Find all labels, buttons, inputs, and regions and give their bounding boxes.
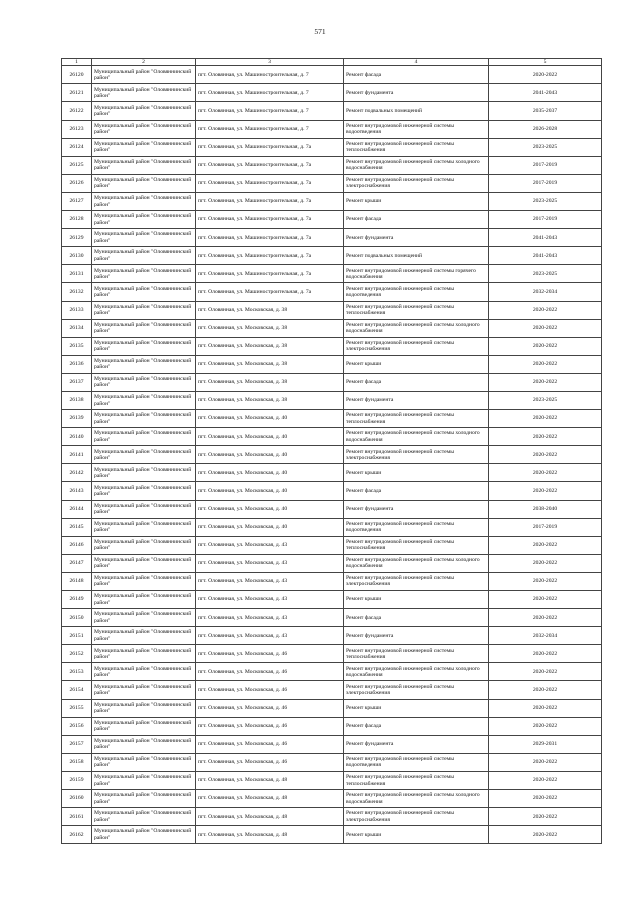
row-number-cell: 26162 xyxy=(62,826,92,844)
work-type-cell: Ремонт фасада xyxy=(344,717,489,735)
address-cell: пгт. Оловянная, ул. Машиностроительная, д. 7а xyxy=(196,156,344,174)
address-cell: пгт. Оловянная, ул. Московская, д. 38 xyxy=(196,301,344,319)
period-cell: 2041-2043 xyxy=(489,84,602,102)
address-cell: пгт. Оловянная, ул. Московская, д. 40 xyxy=(196,464,344,482)
row-number-cell: 26146 xyxy=(62,536,92,554)
work-type-cell: Ремонт внутридомовой инженерной системы водоотведения xyxy=(344,120,489,138)
municipality-cell: Муниципальный район "Оловяннинский район" xyxy=(92,591,196,609)
period-cell: 2020-2022 xyxy=(489,482,602,500)
municipality-cell: Муниципальный район "Оловяннинский район" xyxy=(92,120,196,138)
row-number-cell: 26120 xyxy=(62,66,92,84)
table-row xyxy=(62,211,602,229)
row-number-cell: 26151 xyxy=(62,627,92,645)
work-type-cell: Ремонт внутридомовой инженерной системы электроснабжения xyxy=(344,337,489,355)
municipality-cell: Муниципальный район "Оловяннинский район" xyxy=(92,373,196,391)
work-type-cell: Ремонт фундамента xyxy=(344,735,489,753)
address-cell: пгт. Оловянная, ул. Московская, д. 40 xyxy=(196,500,344,518)
table-row xyxy=(62,229,602,247)
period-cell: 2020-2022 xyxy=(489,808,602,826)
municipality-cell: Муниципальный район "Оловяннинский район" xyxy=(92,391,196,409)
address-cell: пгт. Оловянная, ул. Московская, д. 46 xyxy=(196,645,344,663)
table-row xyxy=(62,283,602,301)
period-cell: 2020-2022 xyxy=(489,446,602,464)
table-row xyxy=(62,554,602,572)
work-type-cell: Ремонт крыши xyxy=(344,826,489,844)
municipality-cell: Муниципальный район "Оловяннинский район" xyxy=(92,446,196,464)
period-cell: 2020-2022 xyxy=(489,645,602,663)
work-type-cell: Ремонт фундамента xyxy=(344,391,489,409)
row-number-cell: 26156 xyxy=(62,717,92,735)
address-cell: пгт. Оловянная, ул. Машиностроительная, д. 7а xyxy=(196,174,344,192)
municipality-cell: Муниципальный район "Оловяннинский район" xyxy=(92,645,196,663)
municipality-cell: Муниципальный район "Оловяннинский район" xyxy=(92,771,196,789)
work-type-cell: Ремонт внутридомовой инженерной системы холодного водоснабжения xyxy=(344,554,489,572)
row-number-cell: 26145 xyxy=(62,518,92,536)
table-row xyxy=(62,518,602,536)
municipality-cell: Муниципальный район "Оловяннинский район" xyxy=(92,699,196,717)
period-cell: 2032-2034 xyxy=(489,283,602,301)
address-cell: пгт. Оловянная, ул. Московская, д. 40 xyxy=(196,518,344,536)
work-type-cell: Ремонт крыши xyxy=(344,591,489,609)
work-type-cell: Ремонт внутридомовой инженерной системы теплоснабжения xyxy=(344,645,489,663)
period-cell: 2020-2022 xyxy=(489,373,602,391)
table-row xyxy=(62,536,602,554)
work-type-cell: Ремонт фасада xyxy=(344,66,489,84)
period-cell: 2017-2019 xyxy=(489,518,602,536)
table-row xyxy=(62,446,602,464)
work-type-cell: Ремонт внутридомовой инженерной системы электроснабжения xyxy=(344,681,489,699)
row-number-cell: 26160 xyxy=(62,790,92,808)
row-number-cell: 26138 xyxy=(62,391,92,409)
period-cell: 2020-2022 xyxy=(489,301,602,319)
period-cell: 2026-2028 xyxy=(489,120,602,138)
work-type-cell: Ремонт фундамента xyxy=(344,500,489,518)
table-row xyxy=(62,609,602,627)
period-cell: 2020-2022 xyxy=(489,699,602,717)
period-cell: 2020-2022 xyxy=(489,790,602,808)
work-type-cell: Ремонт крыши xyxy=(344,464,489,482)
table-row xyxy=(62,66,602,84)
address-cell: пгт. Оловянная, ул. Машиностроительная, д. 7 xyxy=(196,66,344,84)
table-row xyxy=(62,699,602,717)
address-cell: пгт. Оловянная, ул. Машиностроительная, д. 7а xyxy=(196,138,344,156)
address-cell: пгт. Оловянная, ул. Московская, д. 48 xyxy=(196,808,344,826)
table-row xyxy=(62,627,602,645)
address-cell: пгт. Оловянная, ул. Московская, д. 46 xyxy=(196,681,344,699)
address-cell: пгт. Оловянная, ул. Московская, д. 38 xyxy=(196,355,344,373)
row-number-cell: 26140 xyxy=(62,428,92,446)
register-table xyxy=(61,58,602,844)
work-type-cell: Ремонт крыши xyxy=(344,355,489,373)
work-type-cell: Ремонт внутридомовой инженерной системы теплоснабжения xyxy=(344,410,489,428)
row-number-cell: 26132 xyxy=(62,283,92,301)
municipality-cell: Муниципальный район "Оловяннинский район" xyxy=(92,265,196,283)
address-cell: пгт. Оловянная, ул. Московская, д. 48 xyxy=(196,790,344,808)
work-type-cell: Ремонт крыши xyxy=(344,699,489,717)
municipality-cell: Муниципальный район "Оловяннинский район" xyxy=(92,518,196,536)
period-cell: 2020-2022 xyxy=(489,681,602,699)
table-row xyxy=(62,174,602,192)
row-number-cell: 26134 xyxy=(62,319,92,337)
period-cell: 2017-2019 xyxy=(489,156,602,174)
period-cell: 2041-2043 xyxy=(489,229,602,247)
table-row xyxy=(62,753,602,771)
municipality-cell: Муниципальный район "Оловяннинский район" xyxy=(92,174,196,192)
work-type-cell: Ремонт внутридомовой инженерной системы электроснабжения xyxy=(344,446,489,464)
row-number-cell: 26152 xyxy=(62,645,92,663)
row-number-cell: 26121 xyxy=(62,84,92,102)
row-number-cell: 26153 xyxy=(62,663,92,681)
municipality-cell: Муниципальный район "Оловяннинский район" xyxy=(92,66,196,84)
table-row xyxy=(62,464,602,482)
municipality-cell: Муниципальный район "Оловяннинский район" xyxy=(92,192,196,210)
period-cell: 2035-2037 xyxy=(489,102,602,120)
municipality-cell: Муниципальный район "Оловяннинский район" xyxy=(92,428,196,446)
work-type-cell: Ремонт фасада xyxy=(344,373,489,391)
table-row xyxy=(62,771,602,789)
address-cell: пгт. Оловянная, ул. Московская, д. 48 xyxy=(196,771,344,789)
address-cell: пгт. Оловянная, ул. Московская, д. 43 xyxy=(196,572,344,590)
period-cell: 2020-2022 xyxy=(489,319,602,337)
table-row xyxy=(62,391,602,409)
row-number-cell: 26131 xyxy=(62,265,92,283)
table-row xyxy=(62,428,602,446)
table-row xyxy=(62,482,602,500)
address-cell: пгт. Оловянная, ул. Московская, д. 40 xyxy=(196,428,344,446)
row-number-cell: 26133 xyxy=(62,301,92,319)
work-type-cell: Ремонт фасада xyxy=(344,482,489,500)
municipality-cell: Муниципальный район "Оловяннинский район" xyxy=(92,609,196,627)
address-cell: пгт. Оловянная, ул. Московская, д. 43 xyxy=(196,609,344,627)
table-row xyxy=(62,138,602,156)
municipality-cell: Муниципальный район "Оловяннинский район" xyxy=(92,554,196,572)
period-cell: 2020-2022 xyxy=(489,717,602,735)
address-cell: пгт. Оловянная, ул. Московская, д. 43 xyxy=(196,554,344,572)
work-type-cell: Ремонт подвальных помещений xyxy=(344,247,489,265)
municipality-cell: Муниципальный район "Оловяннинский район" xyxy=(92,410,196,428)
row-number-cell: 26161 xyxy=(62,808,92,826)
row-number-cell: 26122 xyxy=(62,102,92,120)
period-cell: 2020-2022 xyxy=(489,410,602,428)
period-cell: 2020-2022 xyxy=(489,464,602,482)
table-row xyxy=(62,681,602,699)
row-number-cell: 26158 xyxy=(62,753,92,771)
table-row xyxy=(62,192,602,210)
work-type-cell: Ремонт внутридомовой инженерной системы теплоснабжения xyxy=(344,536,489,554)
address-cell: пгт. Оловянная, ул. Машиностроительная, д. 7а xyxy=(196,283,344,301)
table-row xyxy=(62,373,602,391)
municipality-cell: Муниципальный район "Оловяннинский район" xyxy=(92,337,196,355)
row-number-cell: 26154 xyxy=(62,681,92,699)
work-type-cell: Ремонт внутридомовой инженерной системы водоотведения xyxy=(344,753,489,771)
address-cell: пгт. Оловянная, ул. Московская, д. 48 xyxy=(196,826,344,844)
work-type-cell: Ремонт фундамента xyxy=(344,627,489,645)
table-body xyxy=(62,66,602,844)
work-type-cell: Ремонт фундамента xyxy=(344,84,489,102)
work-type-cell: Ремонт внутридомовой инженерной системы холодного водоснабжения xyxy=(344,156,489,174)
work-type-cell: Ремонт фундамента xyxy=(344,229,489,247)
period-cell: 2017-2019 xyxy=(489,174,602,192)
municipality-cell: Муниципальный район "Оловяннинский район" xyxy=(92,464,196,482)
municipality-cell: Муниципальный район "Оловяннинский район" xyxy=(92,229,196,247)
row-number-cell: 26127 xyxy=(62,192,92,210)
row-number-cell: 26157 xyxy=(62,735,92,753)
row-number-cell: 26124 xyxy=(62,138,92,156)
address-cell: пгт. Оловянная, ул. Московская, д. 40 xyxy=(196,446,344,464)
period-cell: 2020-2022 xyxy=(489,753,602,771)
row-number-cell: 26137 xyxy=(62,373,92,391)
municipality-cell: Муниципальный район "Оловяннинский район" xyxy=(92,102,196,120)
table-row xyxy=(62,337,602,355)
address-cell: пгт. Оловянная, ул. Московская, д. 43 xyxy=(196,591,344,609)
work-type-cell: Ремонт внутридомовой инженерной системы теплоснабжения xyxy=(344,138,489,156)
address-cell: пгт. Оловянная, ул. Машиностроительная, д. 7 xyxy=(196,84,344,102)
address-cell: пгт. Оловянная, ул. Московская, д. 46 xyxy=(196,663,344,681)
row-number-cell: 26130 xyxy=(62,247,92,265)
table-row xyxy=(62,808,602,826)
municipality-cell: Муниципальный район "Оловяннинский район" xyxy=(92,536,196,554)
address-cell: пгт. Оловянная, ул. Московская, д. 40 xyxy=(196,482,344,500)
work-type-cell: Ремонт внутридомовой инженерной системы теплоснабжения xyxy=(344,301,489,319)
work-type-cell: Ремонт внутридомовой инженерной системы холодного водоснабжения xyxy=(344,319,489,337)
table-row xyxy=(62,500,602,518)
municipality-cell: Муниципальный район "Оловяннинский район" xyxy=(92,211,196,229)
municipality-cell: Муниципальный район "Оловяннинский район" xyxy=(92,735,196,753)
municipality-cell: Муниципальный район "Оловяннинский район" xyxy=(92,156,196,174)
work-type-cell: Ремонт внутридомовой инженерной системы холодного водоснабжения xyxy=(344,790,489,808)
period-cell: 2023-2025 xyxy=(489,192,602,210)
column-header: 5 xyxy=(489,59,602,66)
period-cell: 2029-2031 xyxy=(489,735,602,753)
period-cell: 2023-2025 xyxy=(489,265,602,283)
period-cell: 2020-2022 xyxy=(489,591,602,609)
table-row xyxy=(62,826,602,844)
work-type-cell: Ремонт крыши xyxy=(344,192,489,210)
table-header-row xyxy=(62,59,602,66)
work-type-cell: Ремонт фасада xyxy=(344,211,489,229)
table-row xyxy=(62,84,602,102)
work-type-cell: Ремонт внутридомовой инженерной системы электроснабжения xyxy=(344,174,489,192)
column-header: 3 xyxy=(196,59,344,66)
table-row xyxy=(62,735,602,753)
address-cell: пгт. Оловянная, ул. Московская, д. 43 xyxy=(196,536,344,554)
table-row xyxy=(62,790,602,808)
period-cell: 2020-2022 xyxy=(489,572,602,590)
row-number-cell: 26142 xyxy=(62,464,92,482)
row-number-cell: 26135 xyxy=(62,337,92,355)
row-number-cell: 26141 xyxy=(62,446,92,464)
address-cell: пгт. Оловянная, ул. Московская, д. 38 xyxy=(196,337,344,355)
address-cell: пгт. Оловянная, ул. Машиностроительная, д. 7 xyxy=(196,120,344,138)
table-row xyxy=(62,301,602,319)
row-number-cell: 26136 xyxy=(62,355,92,373)
row-number-cell: 26139 xyxy=(62,410,92,428)
municipality-cell: Муниципальный район "Оловяннинский район" xyxy=(92,482,196,500)
table-row xyxy=(62,102,602,120)
municipality-cell: Муниципальный район "Оловяннинский район" xyxy=(92,753,196,771)
row-number-cell: 26125 xyxy=(62,156,92,174)
address-cell: пгт. Оловянная, ул. Московская, д. 46 xyxy=(196,753,344,771)
address-cell: пгт. Оловянная, ул. Московская, д. 38 xyxy=(196,391,344,409)
work-type-cell: Ремонт подвальных помещений xyxy=(344,102,489,120)
address-cell: пгт. Оловянная, ул. Московская, д. 46 xyxy=(196,699,344,717)
municipality-cell: Муниципальный район "Оловяннинский район" xyxy=(92,808,196,826)
work-type-cell: Ремонт внутридомовой инженерной системы холодного водоснабжения xyxy=(344,428,489,446)
municipality-cell: Муниципальный район "Оловяннинский район" xyxy=(92,247,196,265)
period-cell: 2020-2022 xyxy=(489,355,602,373)
municipality-cell: Муниципальный район "Оловяннинский район" xyxy=(92,572,196,590)
work-type-cell: Ремонт внутридомовой инженерной системы электроснабжения xyxy=(344,808,489,826)
period-cell: 2032-2034 xyxy=(489,627,602,645)
period-cell: 2038-2040 xyxy=(489,500,602,518)
column-header: 2 xyxy=(92,59,196,66)
table-row xyxy=(62,265,602,283)
period-cell: 2020-2022 xyxy=(489,771,602,789)
table-row xyxy=(62,410,602,428)
period-cell: 2023-2025 xyxy=(489,391,602,409)
address-cell: пгт. Оловянная, ул. Машиностроительная, д. 7а xyxy=(196,192,344,210)
table-row xyxy=(62,247,602,265)
work-type-cell: Ремонт внутридомовой инженерной системы водоотведения xyxy=(344,283,489,301)
period-cell: 2020-2022 xyxy=(489,337,602,355)
work-type-cell: Ремонт внутридомовой инженерной системы теплоснабжения xyxy=(344,771,489,789)
address-cell: пгт. Оловянная, ул. Московская, д. 46 xyxy=(196,735,344,753)
row-number-cell: 26147 xyxy=(62,554,92,572)
municipality-cell: Муниципальный район "Оловяннинский район" xyxy=(92,663,196,681)
row-number-cell: 26150 xyxy=(62,609,92,627)
column-header: 4 xyxy=(344,59,489,66)
table-row xyxy=(62,591,602,609)
row-number-cell: 26126 xyxy=(62,174,92,192)
municipality-cell: Муниципальный район "Оловяннинский район" xyxy=(92,790,196,808)
period-cell: 2041-2043 xyxy=(489,247,602,265)
table-row xyxy=(62,355,602,373)
work-type-cell: Ремонт внутридомовой инженерной системы горячего водоснабжения xyxy=(344,265,489,283)
municipality-cell: Муниципальный район "Оловяннинский район" xyxy=(92,84,196,102)
municipality-cell: Муниципальный район "Оловяннинский район" xyxy=(92,500,196,518)
row-number-cell: 26148 xyxy=(62,572,92,590)
period-cell: 2020-2022 xyxy=(489,609,602,627)
address-cell: пгт. Оловянная, ул. Машиностроительная, д. 7а xyxy=(196,247,344,265)
address-cell: пгт. Оловянная, ул. Машиностроительная, д. 7а xyxy=(196,265,344,283)
row-number-cell: 26129 xyxy=(62,229,92,247)
address-cell: пгт. Оловянная, ул. Московская, д. 46 xyxy=(196,717,344,735)
page-number: 571 xyxy=(314,27,326,36)
table-row xyxy=(62,319,602,337)
address-cell: пгт. Оловянная, ул. Машиностроительная, д. 7а xyxy=(196,229,344,247)
table-row xyxy=(62,663,602,681)
work-type-cell: Ремонт внутридомовой инженерной системы водоотведения xyxy=(344,518,489,536)
municipality-cell: Муниципальный район "Оловяннинский район" xyxy=(92,627,196,645)
address-cell: пгт. Оловянная, ул. Машиностроительная, д. 7 xyxy=(196,102,344,120)
period-cell: 2020-2022 xyxy=(489,826,602,844)
table-row xyxy=(62,645,602,663)
address-cell: пгт. Оловянная, ул. Московская, д. 43 xyxy=(196,627,344,645)
municipality-cell: Муниципальный район "Оловяннинский район" xyxy=(92,138,196,156)
municipality-cell: Муниципальный район "Оловяннинский район" xyxy=(92,301,196,319)
period-cell: 2020-2022 xyxy=(489,428,602,446)
work-type-cell: Ремонт внутридомовой инженерной системы холодного водоснабжения xyxy=(344,663,489,681)
row-number-cell: 26128 xyxy=(62,211,92,229)
period-cell: 2020-2022 xyxy=(489,663,602,681)
row-number-cell: 26155 xyxy=(62,699,92,717)
table-row xyxy=(62,156,602,174)
period-cell: 2020-2022 xyxy=(489,66,602,84)
period-cell: 2017-2019 xyxy=(489,211,602,229)
period-cell: 2023-2025 xyxy=(489,138,602,156)
table-row xyxy=(62,120,602,138)
work-type-cell: Ремонт фасада xyxy=(344,609,489,627)
municipality-cell: Муниципальный район "Оловяннинский район" xyxy=(92,717,196,735)
row-number-cell: 26143 xyxy=(62,482,92,500)
row-number-cell: 26144 xyxy=(62,500,92,518)
row-number-cell: 26123 xyxy=(62,120,92,138)
municipality-cell: Муниципальный район "Оловяннинский район" xyxy=(92,283,196,301)
table-row xyxy=(62,572,602,590)
period-cell: 2020-2022 xyxy=(489,536,602,554)
address-cell: пгт. Оловянная, ул. Московская, д. 38 xyxy=(196,373,344,391)
column-header: 1 xyxy=(62,59,92,66)
municipality-cell: Муниципальный район "Оловяннинский район" xyxy=(92,681,196,699)
table-row xyxy=(62,717,602,735)
municipality-cell: Муниципальный район "Оловяннинский район" xyxy=(92,319,196,337)
municipality-cell: Муниципальный район "Оловяннинский район" xyxy=(92,826,196,844)
work-type-cell: Ремонт внутридомовой инженерной системы электроснабжения xyxy=(344,572,489,590)
row-number-cell: 26149 xyxy=(62,591,92,609)
period-cell: 2020-2022 xyxy=(489,554,602,572)
row-number-cell: 26159 xyxy=(62,771,92,789)
address-cell: пгт. Оловянная, ул. Московская, д. 40 xyxy=(196,410,344,428)
address-cell: пгт. Оловянная, ул. Московская, д. 38 xyxy=(196,319,344,337)
address-cell: пгт. Оловянная, ул. Машиностроительная, д. 7а xyxy=(196,211,344,229)
municipality-cell: Муниципальный район "Оловяннинский район" xyxy=(92,355,196,373)
